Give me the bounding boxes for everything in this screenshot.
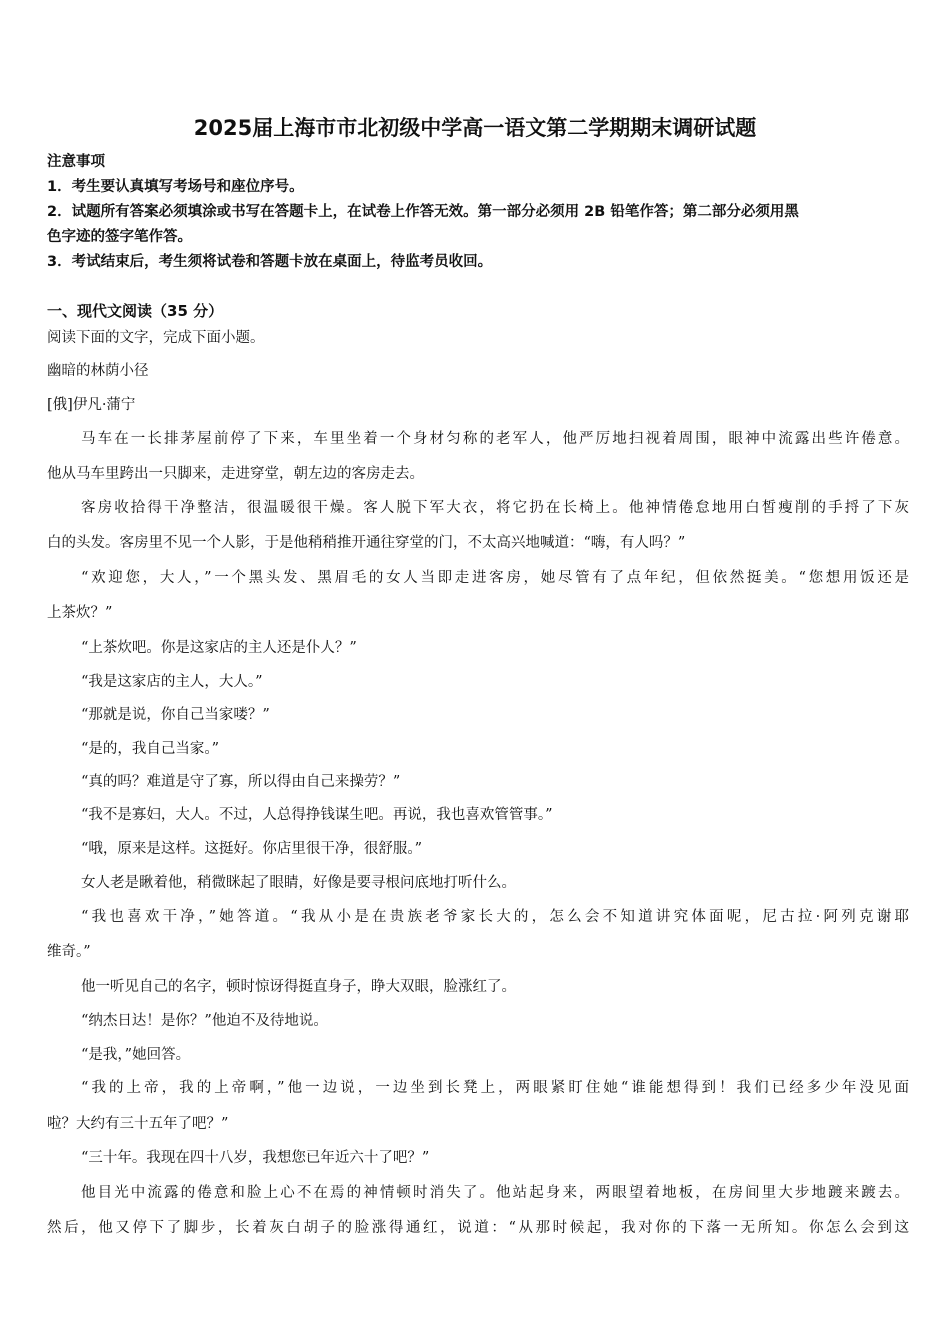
passage-line: “真的吗？难道是守了寡，所以得由自己来操劳？” [81,774,401,790]
passage-line: “我是这家店的主人，大人。” [81,674,263,690]
notice-item: 1．考生要认真填写考场号和座位序号。 [47,179,304,195]
story-title: 幽暗的林荫小径 [47,363,149,379]
passage-line: 维奇。” [47,944,91,960]
passage-line: “我的上帝，我的上帝啊，”他一边说，一边坐到长凳上，两眼紧盯住她“谁能想得到！我们已经多少年没见面 [81,1080,909,1096]
passage-line: 啦？大约有三十五年了吧？” [47,1116,229,1132]
story-author: [俄]伊凡·蒲宁 [47,397,136,413]
passage-line: 他一听见自己的名字，顿时惊讶得挺直身子，睁大双眼，脸涨红了。 [81,979,516,995]
passage-line: 他从马车里跨出一只脚来，走进穿堂，朝左边的客房走去。 [47,466,424,482]
notice-item: 3．考试结束后，考生须将试卷和答题卡放在桌面上，待监考员收回。 [47,254,493,270]
passage-line: “是我，”她回答。 [81,1047,191,1063]
passage-line: “我也喜欢干净，”她答道。“我从小是在贵族老爷家长大的，怎么会不知道讲究体面呢，尼古拉·阿列克谢耶 [81,909,909,925]
page-title: 2025届上海市市北初级中学高一语文第二学期期末调研试题 [193,116,757,140]
passage-line: 女人老是瞅着他，稍微眯起了眼睛，好像是要寻根问底地打听什么。 [81,875,516,891]
notice-heading: 注意事项 [47,154,105,170]
passage-line: 马车在一长排茅屋前停了下来，车里坐着一个身材匀称的老军人，他严厉地扫视着周围，眼神中流露出些许倦意。 [81,431,909,447]
passage-line: “纳杰日达！是你？”他迫不及待地说。 [81,1013,328,1029]
passage-line: “哦，原来是这样。这挺好。你店里很干净，很舒服。” [81,841,423,857]
passage-line: “三十年。我现在四十八岁，我想您已年近六十了吧？” [81,1150,430,1166]
passage-line: 上茶炊？” [47,605,113,621]
passage-line: “那就是说，你自己当家喽？” [81,707,270,723]
notice-item: 2．试题所有答案必须填涂或书写在答题卡上，在试卷上作答无效。第一部分必须用 2B 铅笔作答；第二部分必须用黑 [47,204,799,220]
instruction-text: 阅读下面的文字，完成下面小题。 [47,330,265,346]
notice-block [47,150,909,275]
passage-line: 客房收拾得干净整洁，很温暖很干燥。客人脱下军大衣，将它扔在长椅上。他神情倦怠地用白皙瘦削的手捋了下灰 [81,500,909,516]
section-heading: 一、现代文阅读（35 分） [47,302,224,320]
passage-line: 然后，他又停下了脚步，长着灰白胡子的脸涨得通红，说道：“从那时候起，我对你的下落一无所知。你怎么会到这 [47,1220,909,1236]
passage-line: “我不是寡妇，大人。不过，人总得挣钱谋生吧。再说，我也喜欢管管事。” [81,807,553,823]
passage-line: 白的头发。客房里不见一个人影，于是他稍稍推开通往穿堂的门，不太高兴地喊道：“嗨，有人吗？” [47,535,686,551]
passage-line: 他目光中流露的倦意和脸上心不在焉的神情顿时消失了。他站起身来，两眼望着地板，在房间里大步地踱来踱去。 [81,1185,909,1201]
notice-item: 色字迹的签字笔作答。 [47,229,192,245]
passage-line: “欢迎您，大人，”一个黑头发、黑眉毛的女人当即走进客房，她尽管有了点年纪，但依然挺美。“您想用饭还是 [81,570,909,586]
passage-line: “上茶炊吧。你是这家店的主人还是仆人？” [81,640,357,656]
passage-line: “是的，我自己当家。” [81,741,220,757]
